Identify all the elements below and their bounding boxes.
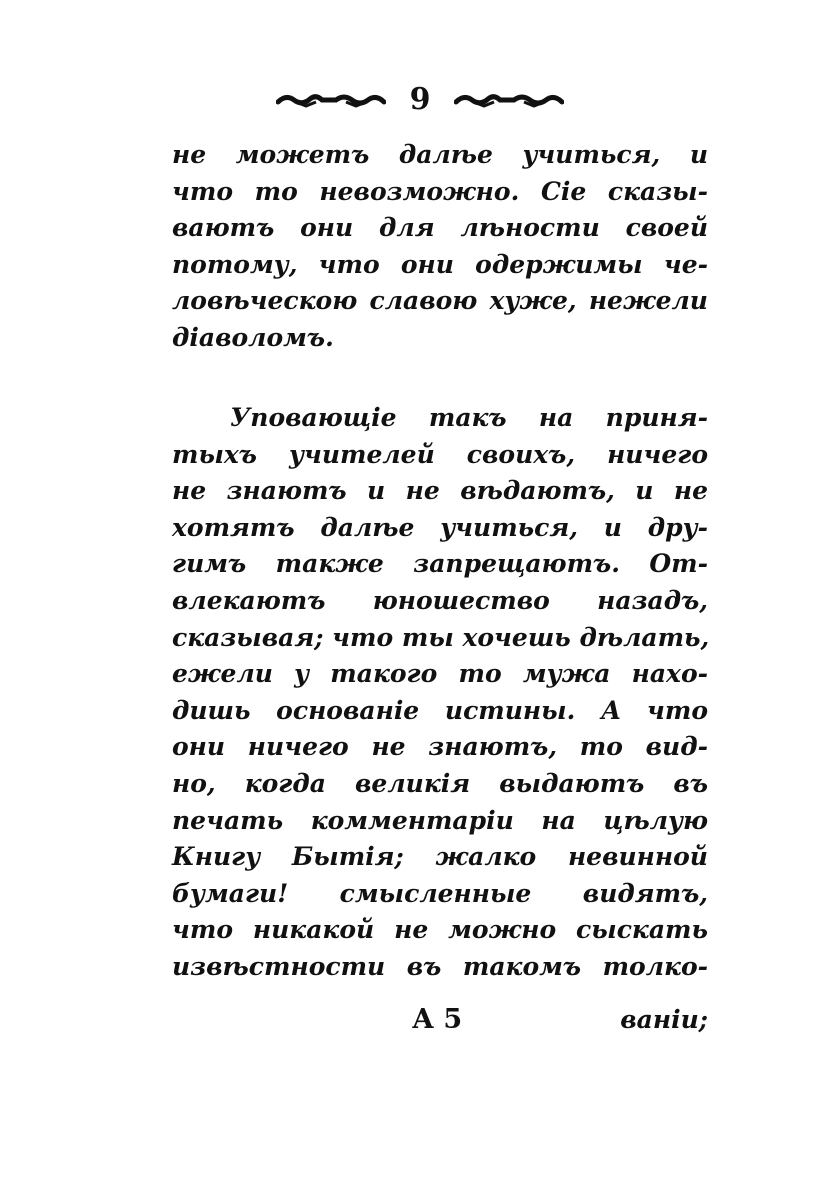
text-line: ежели у такого то мужа нахо- [172, 659, 708, 689]
ornament-right-icon [454, 88, 564, 112]
signature-mark: А 5 [412, 1004, 463, 1035]
text-line: они ничего не знаютъ, то вид- [172, 732, 708, 762]
text-line: Уповающіе такъ на приня- [230, 403, 708, 432]
text-line: не можетъ далѣе учиться, и [172, 140, 708, 169]
text-line: что никакой не можно сыскать [172, 915, 708, 945]
text-line: хотятъ далѣе учиться, и дру- [172, 512, 708, 542]
text-line: но, когда великія выдаютъ въ [172, 768, 708, 798]
text-line: печать комментаріи на цѣлую [172, 805, 708, 835]
text-line: влекаютъ юношество назадъ, [172, 585, 708, 615]
text-line: діаволомъ. [172, 322, 334, 352]
text-line: потому, что они одержимы че- [172, 249, 708, 279]
text-line: что то невозможно. Сіе сказы- [172, 176, 708, 206]
text-line: бумаги! смысленные видятъ, [172, 878, 708, 908]
text-line: дишь основаніе истины. А что [172, 695, 708, 725]
text-line: ваютъ они для лѣности своей [172, 213, 708, 243]
text-line: тыхъ учителей своихъ, ничего [172, 439, 708, 469]
text-line: гимъ также запрещаютъ. От- [172, 549, 708, 579]
paragraph-1 [172, 137, 708, 357]
text-line: ловѣческою славою хуже, нежели [172, 286, 708, 316]
text-line: извѣстности въ такомъ толко- [172, 951, 708, 981]
text-line: Книгу Бытія; жалко невинной [172, 842, 708, 872]
page-header [0, 80, 840, 120]
page-number: 9 [409, 82, 431, 117]
paragraph-2 [172, 400, 708, 986]
text-line: сказывая; что ты хочешь дѣлать, [172, 622, 710, 652]
page-footer [172, 1000, 708, 1040]
catchword: ваніи; [620, 1005, 708, 1034]
text-line: не знаютъ и не вѣдаютъ, и не [172, 476, 708, 506]
ornament-left-icon [276, 88, 386, 112]
